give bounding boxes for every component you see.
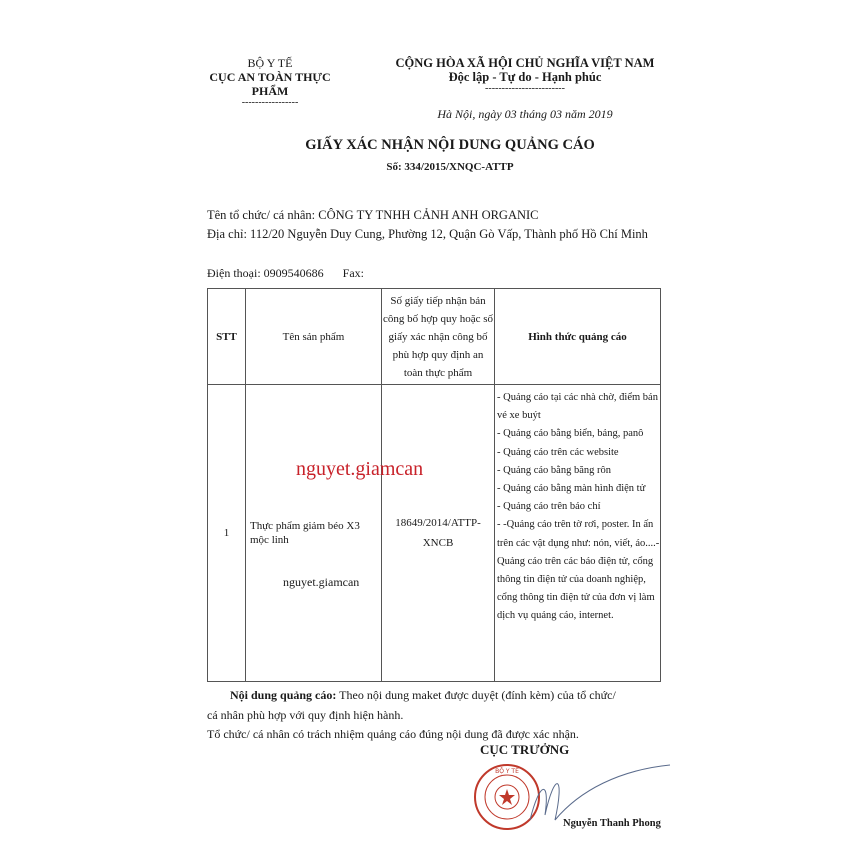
certificate-line-2: XNCB [422, 537, 454, 549]
table-header-row [208, 289, 661, 385]
table-row [208, 385, 661, 682]
cell-certificate [382, 385, 495, 682]
header-right [395, 56, 655, 94]
header-certificate: Số giấy tiếp nhận bản công bố hợp quy hoặc số giấy xác nhận công bố phù hợp quy định an toàn thực phẩm [382, 289, 495, 385]
fax-label: Fax: [342, 266, 364, 280]
ad-form-item: - Quảng cáo bằng màn hình điện tử [497, 483, 646, 495]
ad-form-item: - Quảng cáo bằng biển, bảng, panô [497, 428, 644, 440]
phone-label: Điện thoại: [207, 266, 261, 280]
header-right-separator: ------------------------ [485, 83, 565, 94]
document-number: Số: 334/2015/XNQC-ATTP [386, 161, 514, 173]
address-label: Địa chỉ: [207, 227, 247, 241]
agency-name: CỤC AN TOÀN THỰC PHẨM [209, 70, 331, 98]
content-label: Nội dung quảng cáo: [230, 688, 337, 702]
ad-form-item: - Quảng cáo bằng băng rôn [497, 464, 612, 476]
cell-ad-forms [495, 385, 661, 682]
svg-text:BỘ Y TẾ: BỘ Y TẾ [495, 768, 519, 775]
nation-name: CỘNG HÒA XÃ HỘI CHỦ NGHĨA VIỆT NAM [395, 56, 655, 70]
watermark-large: nguyet.giamcan [296, 458, 424, 480]
signer-title: CỤC TRƯỞNG [480, 742, 570, 757]
organization-name-line [207, 208, 539, 223]
content-line-1 [230, 688, 616, 703]
content-text: Theo nội dung maket được duyệt (đính kèm) của tổ chức/ [339, 688, 616, 702]
header-left-separator: ----------------- [241, 97, 299, 108]
date-line: Hà Nội, ngày 03 tháng 03 năm 2019 [437, 107, 613, 121]
responsibility-line: Tổ chức/ cá nhân có trách nhiệm quảng cáo đúng nội dung đã được xác nhận. [207, 727, 579, 741]
header-ad-form: Hình thức quảng cáo [495, 289, 661, 385]
phone-line [207, 266, 364, 281]
ad-form-item: - Quảng cáo trên các website [497, 446, 619, 458]
organization-name-label: Tên tổ chức/ cá nhân: [207, 208, 316, 222]
ad-form-item: - Quảng cáo trên báo chí [497, 501, 601, 513]
ministry-name: BỘ Y TẾ [247, 56, 293, 70]
content-line-2: cá nhân phù hợp với quy định hiện hành. [207, 708, 404, 722]
advertising-table [207, 288, 661, 682]
cell-stt: 1 [208, 385, 246, 682]
signer-name: Nguyễn Thanh Phong [563, 818, 661, 829]
phone-value: 0909540686 [263, 266, 324, 280]
ad-form-item: - Quảng cáo tại các nhà chờ, điểm bán vé xe buýt [497, 392, 658, 422]
address-value: 112/20 Nguyễn Duy Cung, Phường 12, Quận Gò Vấp, Thành phố Hồ Chí Minh [250, 227, 648, 241]
certificate-line-1: 18649/2014/ATTP- [395, 517, 481, 529]
ad-form-item: - -Quảng cáo trên tờ rơi, poster. In ấn trên các vật dụng như: nón, viết, áo....-Quảng cáo trên các báo điện tử, cổng thông tin điện tử của doanh nghiệp, cổng thông tin điện tử của đơn vị làm dịch vụ quảng cáo, internet. [497, 519, 660, 622]
header-product: Tên sản phẩm [246, 289, 382, 385]
header-left [190, 56, 350, 108]
watermark-small: nguyet.giamcan [283, 575, 360, 589]
national-motto: Độc lập - Tự do - Hạnh phúc [448, 70, 602, 84]
document-title: GIẤY XÁC NHẬN NỘI DUNG QUẢNG CÁO [305, 137, 595, 153]
organization-name-value: CÔNG TY TNHH CẢNH ANH ORGANIC [318, 208, 539, 222]
header-stt: STT [208, 289, 246, 385]
address-line [207, 227, 648, 242]
cell-product: Thực phẩm giảm béo X3 mộc linh [246, 385, 382, 682]
